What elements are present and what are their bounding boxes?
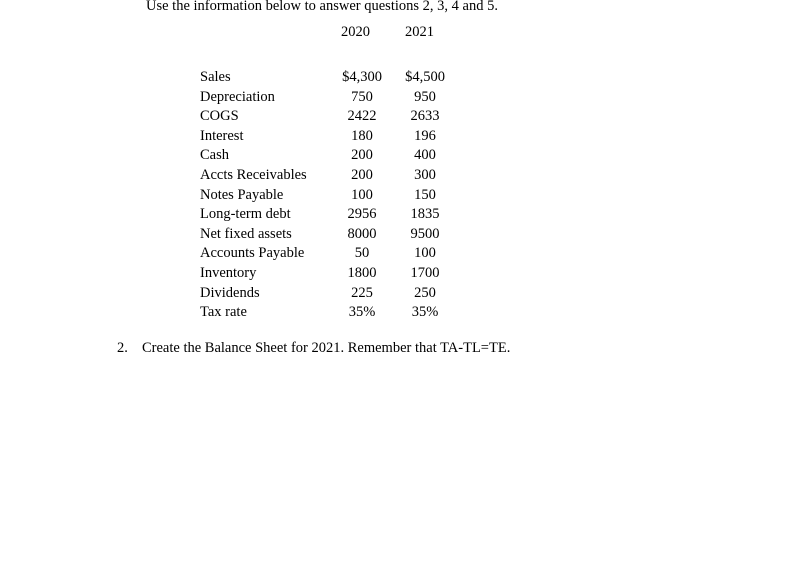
value-2020: 50 bbox=[354, 245, 370, 262]
value-2020: 1800 bbox=[347, 264, 377, 281]
value-2021: $4,500 bbox=[405, 69, 445, 85]
value-2020: 180 bbox=[351, 127, 373, 144]
row-label: Notes Payable bbox=[200, 186, 284, 203]
value-2020: 225 bbox=[351, 284, 373, 301]
row-label: Cash bbox=[200, 147, 229, 164]
value-2021: 950 bbox=[414, 88, 436, 105]
value-2020: 750 bbox=[351, 88, 373, 105]
value-2021: 35% bbox=[411, 304, 439, 321]
value-2021: 150 bbox=[414, 186, 436, 203]
value-2020: $4,300 bbox=[342, 69, 382, 85]
value-2020: 100 bbox=[351, 186, 373, 203]
column-header-2020: 2020 bbox=[341, 24, 370, 40]
row-label: Long-term debt bbox=[200, 206, 291, 223]
question-text: Create the Balance Sheet for 2021. Remember that TA-TL=TE. bbox=[142, 340, 511, 356]
value-2021: 250 bbox=[414, 284, 436, 301]
value-2021: 1700 bbox=[410, 264, 440, 281]
value-2021: 2633 bbox=[410, 108, 440, 125]
row-label: Dividends bbox=[200, 284, 260, 301]
question-number: 2. bbox=[117, 340, 128, 356]
value-2020: 8000 bbox=[347, 225, 377, 242]
value-2021: 9500 bbox=[410, 225, 440, 242]
row-label: Interest bbox=[200, 127, 244, 144]
intro-text: Use the information below to answer questions 2, 3, 4 and 5. bbox=[146, 0, 498, 14]
value-2020: 2956 bbox=[347, 206, 377, 223]
value-2020: 200 bbox=[351, 147, 373, 164]
value-2020: 35% bbox=[348, 304, 376, 321]
row-label: Inventory bbox=[200, 264, 257, 281]
value-2021: 300 bbox=[414, 166, 436, 183]
row-label: Accts Receivables bbox=[200, 166, 307, 183]
value-2021: 400 bbox=[414, 147, 436, 164]
value-2020: 2422 bbox=[347, 108, 377, 125]
row-label: Accounts Payable bbox=[200, 245, 305, 262]
question-2 bbox=[117, 340, 510, 357]
value-2020: 200 bbox=[351, 166, 373, 183]
row-label: COGS bbox=[200, 108, 239, 125]
column-header-2021: 2021 bbox=[405, 24, 434, 40]
row-label: Depreciation bbox=[200, 88, 275, 105]
value-2021: 1835 bbox=[410, 206, 440, 223]
row-label: Net fixed assets bbox=[200, 225, 292, 242]
row-label: Tax rate bbox=[200, 304, 247, 321]
value-2021: 100 bbox=[414, 245, 436, 262]
row-label: Sales bbox=[200, 69, 231, 85]
value-2021: 196 bbox=[414, 127, 436, 144]
